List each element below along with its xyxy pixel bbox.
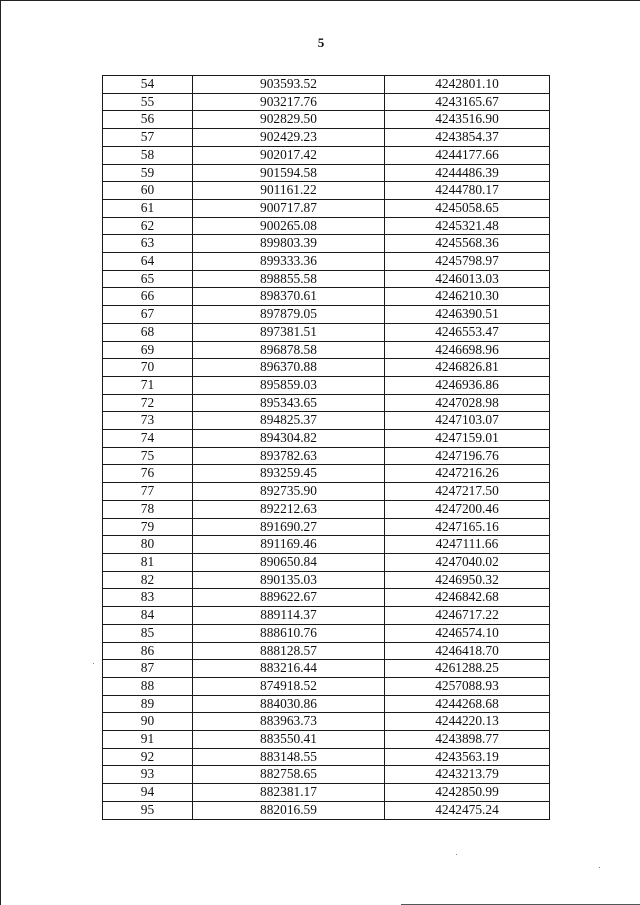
y-coordinate-cell: 4246390.51 xyxy=(385,306,550,324)
y-coordinate-cell: 4245568.36 xyxy=(385,235,550,253)
table-row xyxy=(103,642,550,660)
table-row xyxy=(103,447,550,465)
y-coordinate-cell: 4246717.22 xyxy=(385,607,550,625)
table-row xyxy=(103,430,550,448)
point-number-cell: 83 xyxy=(103,589,193,607)
x-coordinate-cell: 890650.84 xyxy=(193,553,385,571)
x-coordinate-cell: 889622.67 xyxy=(193,589,385,607)
y-coordinate-cell: 4243563.19 xyxy=(385,748,550,766)
table-row xyxy=(103,253,550,271)
table-row xyxy=(103,731,550,749)
y-coordinate-cell: 4245058.65 xyxy=(385,199,550,217)
table-row xyxy=(103,500,550,518)
x-coordinate-cell: 882381.17 xyxy=(193,784,385,802)
y-coordinate-cell: 4245798.97 xyxy=(385,253,550,271)
y-coordinate-cell: 4257088.93 xyxy=(385,677,550,695)
table-row xyxy=(103,607,550,625)
point-number-cell: 58 xyxy=(103,146,193,164)
x-coordinate-cell: 889114.37 xyxy=(193,607,385,625)
table-row xyxy=(103,713,550,731)
point-number-cell: 94 xyxy=(103,784,193,802)
point-number-cell: 82 xyxy=(103,571,193,589)
point-number-cell: 88 xyxy=(103,677,193,695)
y-coordinate-cell: 4243854.37 xyxy=(385,129,550,147)
y-coordinate-cell: 4246826.81 xyxy=(385,359,550,377)
y-coordinate-cell: 4247040.02 xyxy=(385,553,550,571)
y-coordinate-cell: 4246936.86 xyxy=(385,376,550,394)
table-row xyxy=(103,536,550,554)
table-row xyxy=(103,695,550,713)
table-row xyxy=(103,164,550,182)
x-coordinate-cell: 899803.39 xyxy=(193,235,385,253)
x-coordinate-cell: 893259.45 xyxy=(193,465,385,483)
y-coordinate-cell: 4246842.68 xyxy=(385,589,550,607)
point-number-cell: 71 xyxy=(103,376,193,394)
y-coordinate-cell: 4247103.07 xyxy=(385,412,550,430)
scan-speck xyxy=(599,867,600,868)
point-number-cell: 95 xyxy=(103,801,193,819)
x-coordinate-cell: 891169.46 xyxy=(193,536,385,554)
point-number-cell: 62 xyxy=(103,217,193,235)
y-coordinate-cell: 4247200.46 xyxy=(385,500,550,518)
y-coordinate-cell: 4245321.48 xyxy=(385,217,550,235)
y-coordinate-cell: 4244220.13 xyxy=(385,713,550,731)
table-row xyxy=(103,323,550,341)
y-coordinate-cell: 4244780.17 xyxy=(385,182,550,200)
x-coordinate-cell: 896878.58 xyxy=(193,341,385,359)
table-row xyxy=(103,146,550,164)
x-coordinate-cell: 900717.87 xyxy=(193,199,385,217)
point-number-cell: 93 xyxy=(103,766,193,784)
x-coordinate-cell: 882016.59 xyxy=(193,801,385,819)
table-row xyxy=(103,270,550,288)
x-coordinate-cell: 902829.50 xyxy=(193,111,385,129)
coordinates-table xyxy=(102,75,550,820)
point-number-cell: 90 xyxy=(103,713,193,731)
x-coordinate-cell: 883963.73 xyxy=(193,713,385,731)
point-number-cell: 85 xyxy=(103,624,193,642)
point-number-cell: 67 xyxy=(103,306,193,324)
table-row xyxy=(103,182,550,200)
y-coordinate-cell: 4243898.77 xyxy=(385,731,550,749)
x-coordinate-cell: 893782.63 xyxy=(193,447,385,465)
y-coordinate-cell: 4243165.67 xyxy=(385,93,550,111)
point-number-cell: 87 xyxy=(103,660,193,678)
point-number-cell: 64 xyxy=(103,253,193,271)
point-number-cell: 89 xyxy=(103,695,193,713)
x-coordinate-cell: 901161.22 xyxy=(193,182,385,200)
y-coordinate-cell: 4247216.26 xyxy=(385,465,550,483)
point-number-cell: 65 xyxy=(103,270,193,288)
x-coordinate-cell: 874918.52 xyxy=(193,677,385,695)
point-number-cell: 69 xyxy=(103,341,193,359)
y-coordinate-cell: 4244177.66 xyxy=(385,146,550,164)
x-coordinate-cell: 898370.61 xyxy=(193,288,385,306)
point-number-cell: 81 xyxy=(103,553,193,571)
x-coordinate-cell: 895343.65 xyxy=(193,394,385,412)
scan-speck xyxy=(93,663,94,664)
y-coordinate-cell: 4246418.70 xyxy=(385,642,550,660)
point-number-cell: 61 xyxy=(103,199,193,217)
page-number: 5 xyxy=(317,35,325,50)
y-coordinate-cell: 4246698.96 xyxy=(385,341,550,359)
table-row xyxy=(103,306,550,324)
y-coordinate-cell: 4247028.98 xyxy=(385,394,550,412)
y-coordinate-cell: 4247165.16 xyxy=(385,518,550,536)
point-number-cell: 63 xyxy=(103,235,193,253)
y-coordinate-cell: 4247217.50 xyxy=(385,483,550,501)
x-coordinate-cell: 888610.76 xyxy=(193,624,385,642)
x-coordinate-cell: 883148.55 xyxy=(193,748,385,766)
y-coordinate-cell: 4247111.66 xyxy=(385,536,550,554)
point-number-cell: 70 xyxy=(103,359,193,377)
x-coordinate-cell: 903593.52 xyxy=(193,76,385,94)
y-coordinate-cell: 4247159.01 xyxy=(385,430,550,448)
table-row xyxy=(103,589,550,607)
point-number-cell: 66 xyxy=(103,288,193,306)
table-row xyxy=(103,359,550,377)
y-coordinate-cell: 4244486.39 xyxy=(385,164,550,182)
table-row xyxy=(103,93,550,111)
table-row xyxy=(103,376,550,394)
x-coordinate-cell: 890135.03 xyxy=(193,571,385,589)
x-coordinate-cell: 888128.57 xyxy=(193,642,385,660)
x-coordinate-cell: 898855.58 xyxy=(193,270,385,288)
point-number-cell: 55 xyxy=(103,93,193,111)
table-row xyxy=(103,518,550,536)
table-row xyxy=(103,76,550,94)
x-coordinate-cell: 897879.05 xyxy=(193,306,385,324)
x-coordinate-cell: 891690.27 xyxy=(193,518,385,536)
scan-speck xyxy=(456,854,457,855)
table-row xyxy=(103,660,550,678)
point-number-cell: 68 xyxy=(103,323,193,341)
x-coordinate-cell: 883550.41 xyxy=(193,731,385,749)
table-row xyxy=(103,784,550,802)
point-number-cell: 78 xyxy=(103,500,193,518)
table-row xyxy=(103,199,550,217)
x-coordinate-cell: 892735.90 xyxy=(193,483,385,501)
x-coordinate-cell: 895859.03 xyxy=(193,376,385,394)
point-number-cell: 56 xyxy=(103,111,193,129)
table-row xyxy=(103,766,550,784)
point-number-cell: 75 xyxy=(103,447,193,465)
table-row xyxy=(103,412,550,430)
y-coordinate-cell: 4246013.03 xyxy=(385,270,550,288)
table-row xyxy=(103,801,550,819)
point-number-cell: 54 xyxy=(103,76,193,94)
point-number-cell: 84 xyxy=(103,607,193,625)
table-row xyxy=(103,235,550,253)
point-number-cell: 92 xyxy=(103,748,193,766)
point-number-cell: 60 xyxy=(103,182,193,200)
point-number-cell: 59 xyxy=(103,164,193,182)
y-coordinate-cell: 4242850.99 xyxy=(385,784,550,802)
table-row xyxy=(103,483,550,501)
point-number-cell: 73 xyxy=(103,412,193,430)
y-coordinate-cell: 4242801.10 xyxy=(385,76,550,94)
table-row xyxy=(103,394,550,412)
x-coordinate-cell: 883216.44 xyxy=(193,660,385,678)
coordinates-table-body xyxy=(103,76,550,820)
x-coordinate-cell: 892212.63 xyxy=(193,500,385,518)
y-coordinate-cell: 4243516.90 xyxy=(385,111,550,129)
point-number-cell: 91 xyxy=(103,731,193,749)
table-row xyxy=(103,624,550,642)
table-row xyxy=(103,571,550,589)
x-coordinate-cell: 896370.88 xyxy=(193,359,385,377)
point-number-cell: 72 xyxy=(103,394,193,412)
point-number-cell: 80 xyxy=(103,536,193,554)
y-coordinate-cell: 4242475.24 xyxy=(385,801,550,819)
x-coordinate-cell: 882758.65 xyxy=(193,766,385,784)
y-coordinate-cell: 4246553.47 xyxy=(385,323,550,341)
x-coordinate-cell: 902017.42 xyxy=(193,146,385,164)
table-row xyxy=(103,217,550,235)
y-coordinate-cell: 4246950.32 xyxy=(385,571,550,589)
x-coordinate-cell: 902429.23 xyxy=(193,129,385,147)
point-number-cell: 74 xyxy=(103,430,193,448)
x-coordinate-cell: 900265.08 xyxy=(193,217,385,235)
table-row xyxy=(103,341,550,359)
point-number-cell: 79 xyxy=(103,518,193,536)
x-coordinate-cell: 899333.36 xyxy=(193,253,385,271)
y-coordinate-cell: 4244268.68 xyxy=(385,695,550,713)
x-coordinate-cell: 903217.76 xyxy=(193,93,385,111)
y-coordinate-cell: 4247196.76 xyxy=(385,447,550,465)
y-coordinate-cell: 4243213.79 xyxy=(385,766,550,784)
y-coordinate-cell: 4261288.25 xyxy=(385,660,550,678)
table-row xyxy=(103,111,550,129)
table-row xyxy=(103,465,550,483)
point-number-cell: 77 xyxy=(103,483,193,501)
table-row xyxy=(103,748,550,766)
x-coordinate-cell: 901594.58 xyxy=(193,164,385,182)
table-row xyxy=(103,553,550,571)
y-coordinate-cell: 4246574.10 xyxy=(385,624,550,642)
y-coordinate-cell: 4246210.30 xyxy=(385,288,550,306)
point-number-cell: 86 xyxy=(103,642,193,660)
x-coordinate-cell: 894825.37 xyxy=(193,412,385,430)
x-coordinate-cell: 884030.86 xyxy=(193,695,385,713)
point-number-cell: 57 xyxy=(103,129,193,147)
table-row xyxy=(103,288,550,306)
x-coordinate-cell: 897381.51 xyxy=(193,323,385,341)
x-coordinate-cell: 894304.82 xyxy=(193,430,385,448)
point-number-cell: 76 xyxy=(103,465,193,483)
table-row xyxy=(103,677,550,695)
table-row xyxy=(103,129,550,147)
